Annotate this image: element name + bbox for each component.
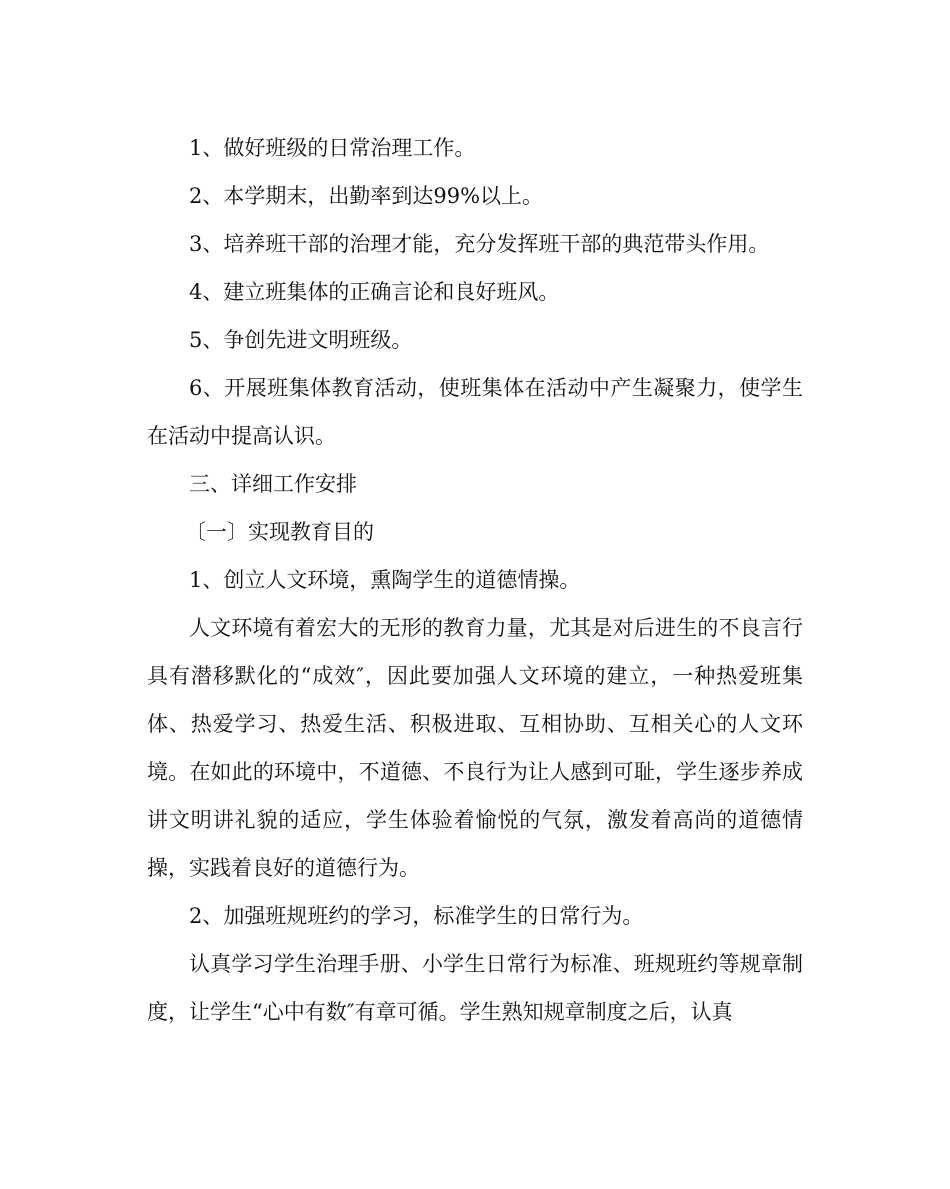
task-body-1: 人文环境有着宏大的无形的教育力量，尤其是对后进生的不良言行具有潜移默化的“成效″，因此要加强人文环境的建立，一种热爱班集体、热爱学习、热爱生活、积极进取、互相协助、互相关心的人文环境。在如此的环境中，不道德、不良行为让人感到可耻，学生逐步养成讲文明讲礼貌的适应，学生体验着愉悦的气氛，激发着高尚的道德情操，实践着良好的道德行为。 <box>147 616 803 880</box>
goal-item-5: 5、争创先进文明班级。 <box>189 328 413 352</box>
goal-item-6: 6、开展班集体教育活动，使班集体在活动中产生凝聚力，使学生在活动中提高认识。 <box>147 376 803 448</box>
task-heading-2: 2、加强班规班约的学习，标准学生的日常行为。 <box>189 904 644 928</box>
document-body <box>147 124 803 1036</box>
task-body-2: 认真学习学生治理手册、小学生日常行为标准、班规班约等规章制度，让学生“心中有数″有章可循。学生熟知规章制度之后，认真 <box>147 952 803 1024</box>
task-heading-1: 1、创立人文环境，熏陶学生的道德情操。 <box>189 568 581 592</box>
goal-item-4: 4、建立班集体的正确言论和良好班风。 <box>189 280 560 304</box>
goal-item-3: 3、培养班干部的治理才能，充分发挥班干部的典范带头作用。 <box>189 232 770 256</box>
goal-item-1: 1、做好班级的日常治理工作。 <box>189 136 476 160</box>
section-heading-3: 三、详细工作安排 <box>189 472 357 496</box>
goal-item-2: 2、本学期末，出勤率到达99%以上。 <box>189 184 544 208</box>
subsection-heading-1: 〔一〕实现教育目的 <box>185 520 374 544</box>
